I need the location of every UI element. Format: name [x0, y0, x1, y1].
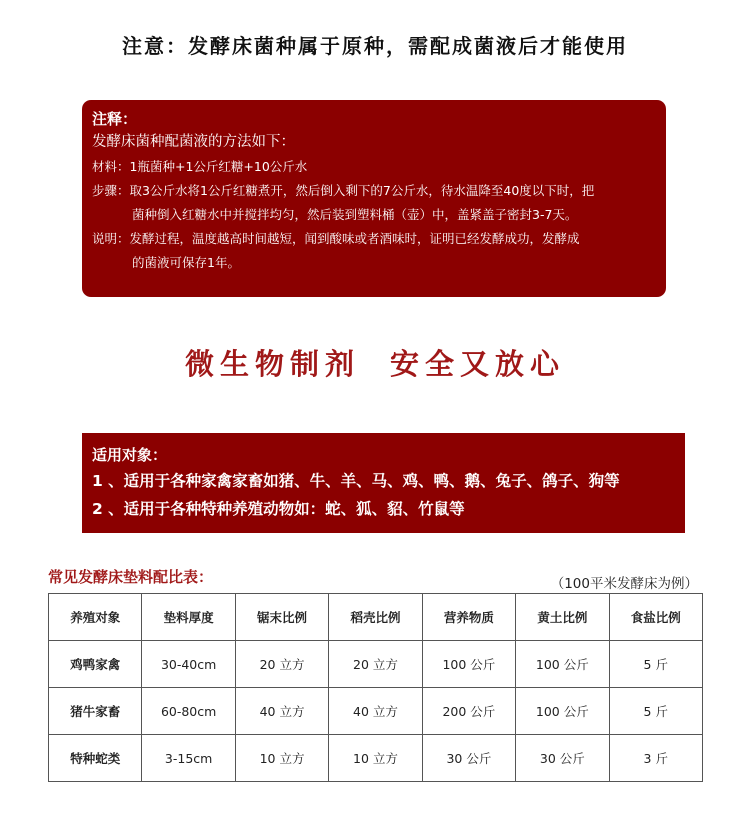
table-row	[49, 688, 703, 735]
note-line	[92, 227, 656, 251]
table-title: 常见发酵床垫料配比表：	[48, 568, 214, 586]
table-cell: 20 立方	[329, 641, 422, 688]
table-cell: 100 公斤	[422, 641, 515, 688]
table-cell: 10 立方	[329, 735, 422, 782]
table-cell: 10 立方	[235, 735, 328, 782]
applicable-item-1: 1 、适用于各种家禽家畜如猪、牛、羊、马、鸡、鸭、鹅、兔子、鸽子、狗等	[92, 472, 620, 490]
table-cell: 40 立方	[235, 688, 328, 735]
materials-label: 材料：	[92, 159, 130, 174]
table-cell: 特种蛇类	[49, 735, 142, 782]
annotation-subtitle: 发酵床菌种配菌液的方法如下：	[92, 134, 295, 150]
table-cell: 30 公斤	[422, 735, 515, 782]
table-cell: 100 公斤	[516, 688, 609, 735]
annotation-heading: 注释：	[92, 110, 138, 128]
note-line-2: 的菌液可保存1年。	[132, 255, 240, 270]
steps-line	[92, 179, 656, 203]
slogan-part-2: 安全又放心	[390, 347, 566, 381]
table-cell: 5 斤	[609, 641, 702, 688]
table-cell: 30-40cm	[142, 641, 235, 688]
annotation-panel	[82, 100, 666, 297]
steps-text-1: 取3公斤水将1公斤红糖煮开，然后倒入剩下的7公斤水，待水温降至40度以下时，把	[129, 183, 595, 198]
table-cell: 猪牛家畜	[49, 688, 142, 735]
slogan	[0, 342, 750, 383]
header-cell: 锯末比例	[235, 594, 328, 641]
header-cell: 养殖对象	[49, 594, 142, 641]
note-text-1: 发酵过程，温度越高时间越短，闻到酸味或者酒味时，证明已经发酵成功，发酵成	[129, 231, 580, 246]
note-label: 说明：	[92, 231, 130, 246]
materials-line	[92, 155, 656, 179]
applicable-heading: 适用对象：	[92, 446, 168, 464]
materials-text: 1瓶菌种+1公斤红糖+10公斤水	[129, 159, 308, 174]
table-row	[49, 735, 703, 782]
table-cell: 200 公斤	[422, 688, 515, 735]
header-cell: 食盐比例	[609, 594, 702, 641]
table-header-row	[49, 594, 703, 641]
table-cell: 20 立方	[235, 641, 328, 688]
table-cell: 5 斤	[609, 688, 702, 735]
table-cell: 3 斤	[609, 735, 702, 782]
applicable-item-2: 2 、适用于各种特种养殖动物如：蛇、狐、貂、竹鼠等	[92, 500, 465, 518]
header-cell: 垫料厚度	[142, 594, 235, 641]
table-row	[49, 641, 703, 688]
table-cell: 3-15cm	[142, 735, 235, 782]
steps-line-2: 菌种倒入红糖水中并搅拌均匀，然后装到塑料桶（壶）中，盖紧盖子密封3-7天。	[132, 207, 578, 222]
steps-label: 步骤：	[92, 183, 130, 198]
table-cell: 40 立方	[329, 688, 422, 735]
table-note: （100平米发酵床为例）	[550, 576, 698, 592]
ratio-table	[48, 593, 703, 782]
header-cell: 黄土比例	[516, 594, 609, 641]
header-cell: 营养物质	[422, 594, 515, 641]
header-cell: 稻壳比例	[329, 594, 422, 641]
notice-heading: 注意：发酵床菌种属于原种，需配成菌液后才能使用	[122, 34, 628, 58]
table-cell: 30 公斤	[516, 735, 609, 782]
applicable-panel	[82, 433, 685, 533]
table-cell: 鸡鸭家禽	[49, 641, 142, 688]
table-cell: 100 公斤	[516, 641, 609, 688]
slogan-part-1: 微生物制剂	[184, 347, 360, 381]
table-cell: 60-80cm	[142, 688, 235, 735]
